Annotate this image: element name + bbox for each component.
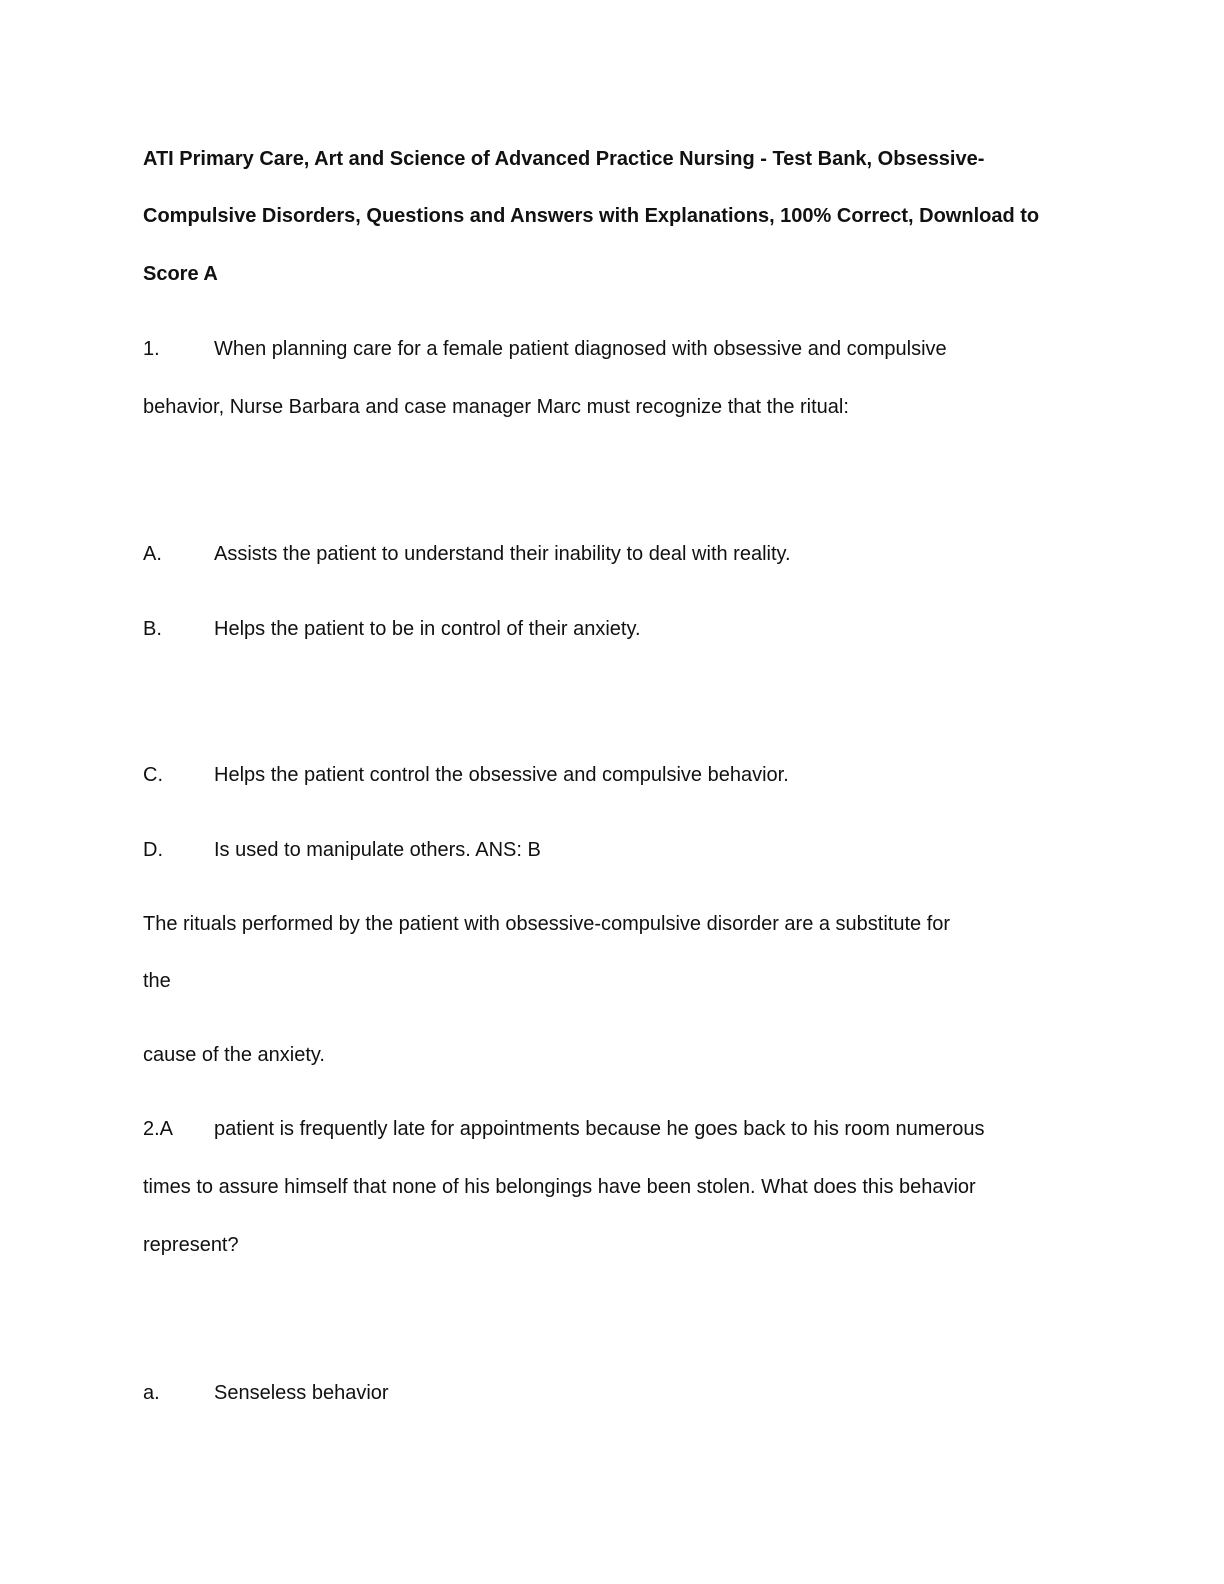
question-1-option-d-text: Is used to manipulate others. ANS: B xyxy=(214,839,541,861)
question-1-text-line-2: behavior, Nurse Barbara and case manager Marc must recognize that the ritual: xyxy=(143,396,849,418)
question-2-text-line-3: represent? xyxy=(143,1234,239,1256)
document-title-line-2: Compulsive Disorders, Questions and Answers with Explanations, 100% Correct, Download to xyxy=(143,205,1040,227)
question-1-explanation-line-2: the xyxy=(143,970,171,992)
question-1-option-c-letter: C. xyxy=(143,764,163,786)
question-1-text-line-1: When planning care for a female patient diagnosed with obsessive and compulsive xyxy=(214,338,947,360)
question-1-option-a-letter: A. xyxy=(143,543,162,565)
question-2-option-a-text: Senseless behavior xyxy=(214,1382,389,1404)
question-2-text-line-2: times to assure himself that none of his belongings have been stolen. What does this behavior xyxy=(143,1176,976,1198)
question-1-option-b-letter: B. xyxy=(143,618,162,640)
question-1-option-d-letter: D. xyxy=(143,839,163,861)
question-1-option-b-text: Helps the patient to be in control of their anxiety. xyxy=(214,618,641,640)
question-1-explanation-line-3: cause of the anxiety. xyxy=(143,1044,325,1066)
question-1-number: 1. xyxy=(143,338,160,360)
document-title-line-3: Score A xyxy=(143,263,218,285)
document-title-line-1: ATI Primary Care, Art and Science of Advanced Practice Nursing - Test Bank, Obsessive- xyxy=(143,148,985,170)
question-2-option-a-letter: a. xyxy=(143,1382,160,1404)
question-1-option-c-text: Helps the patient control the obsessive and compulsive behavior. xyxy=(214,764,789,786)
question-1-option-a-text: Assists the patient to understand their inability to deal with reality. xyxy=(214,543,791,565)
question-2-text-line-1: patient is frequently late for appointments because he goes back to his room numerous xyxy=(214,1118,985,1140)
question-2-number: 2.A xyxy=(143,1118,174,1140)
question-1-explanation-line-1: The rituals performed by the patient with obsessive-compulsive disorder are a substitute for xyxy=(143,913,951,935)
